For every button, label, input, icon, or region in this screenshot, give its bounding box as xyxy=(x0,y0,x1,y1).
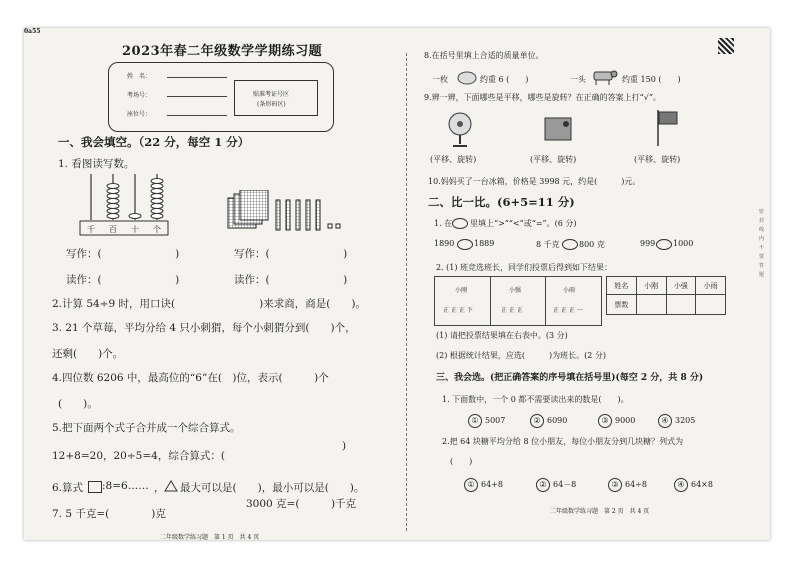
question-5-paren: ) xyxy=(342,440,347,452)
vote-count-cell-1[interactable] xyxy=(636,295,666,315)
question-8b-suffix: 约重 150 ( ) xyxy=(622,75,681,84)
s3q2-option-d[interactable]: ④ 64×8 xyxy=(674,478,713,492)
question-3-line1: 3. 21 个草莓，平均分给 4 只小刺猬，每个小刺猬分到( )个， xyxy=(52,322,356,334)
section-2-heading: 二、比一比。(6+5=11 分) xyxy=(428,195,575,209)
pencil-sharpener-icon xyxy=(542,112,576,146)
page-title: 2023年春二年级数学学期练习题 xyxy=(122,44,323,59)
s3q2-option-b[interactable]: ② 64－8 xyxy=(536,478,576,492)
seat-label: 座位号： xyxy=(127,111,152,118)
abacus-label-ones: 个 xyxy=(153,225,161,234)
write-answer-1: 写作：( ) xyxy=(66,248,180,260)
question-6-expression: :8=6…… xyxy=(102,480,149,492)
s3q1-option-c[interactable]: ③ 9000 xyxy=(598,414,635,428)
s3q1-option-b[interactable]: ② 6090 xyxy=(530,414,567,428)
question-2: 2.计算 54÷9 时，用口诀( )来求商，商是( )。 xyxy=(52,298,366,310)
fan-icon xyxy=(446,110,476,150)
s3q2-option-a[interactable]: ① 64+8 xyxy=(464,478,503,492)
name-label: 姓 名： xyxy=(127,73,152,80)
abacus-label-thousands: 千 xyxy=(87,225,95,234)
vote-count-cell-2[interactable] xyxy=(666,295,696,315)
question-4-line1: 4.四位数 6206 中，最高位的“6”在( )位，表示( )个 xyxy=(52,372,329,384)
read-answer-1: 读作：( ) xyxy=(66,274,180,286)
abacus-label-hundreds: 百 xyxy=(109,225,117,234)
coin-icon xyxy=(456,70,478,86)
write-answer-2: 写作：( ) xyxy=(234,248,348,260)
question-10: 10.妈妈买了一台冰箱，价格是 3998 元，约是( )元。 xyxy=(428,177,641,186)
q9-option-fan: (平移、旋转) xyxy=(430,155,477,164)
vote-result-table: 姓名 小刚 小强 小雨 票数 xyxy=(606,276,726,315)
compare-circle-icon xyxy=(452,218,468,229)
place-value-blocks-figure xyxy=(224,190,384,238)
s2-question-1: 里填上“>”“<”或“=”。(6 分) xyxy=(470,219,577,228)
seal-line-note: 密 封 线 内 不 要 答 题 xyxy=(759,209,765,278)
vote-tally-box: 小刚 小强 小雨 正 正 正 下 正 正 正 正 正 正 一 xyxy=(434,276,602,326)
question-1: 1. 看图读写数。 xyxy=(58,158,135,170)
question-5: 5.把下面两个式子合并成一个综合算式。 xyxy=(52,422,241,434)
question-8a-suffix: 约重 6 ( ) xyxy=(480,75,529,84)
exam-sheet: 0a55 2023年春二年级数学学期练习题 姓 名： 考场号： 座位号： 贴准考证号区 (条形码区) 一、我会填空。（22 分，每空 1 分） 1. 看图读写数。 千 百 十 个 写作：( ) 写作：( ) 读作：( ) 读作：( ) 2.计算 54÷9 时，用口诀( )来求商，商是( )。 3. 21 个草莓，平均分给 4 只小刺猬，每个小刺猬分到( )个， 还剩( )个。 4.四位数 6206 中，最高位的“6”在( )位，表示( )个 ( )。 5.把下面两个式子合并成一个综合算式。 ) 12+8=20，20÷5=4，综合算式：( 6.算式 :8=6…… ， 最大可以是( )，最小可以是( )。 7. 5 千克=( )克 3000 克=( )千克 二年级数学练习题 第 1 页 共 4 页 8.在括号里填上合适的质量单位。 一枚 约重 6 ( ) 一头 约重 150 ( ) 9.辨一辨，下面哪些是平移，哪些是旋转？在正确的答案上打“√”。 (平移、旋转) (平移、旋转) (平移、旋转) 10.妈妈买了一台冰箱，价格是 3998 元，约是( )元。 二、比一比。(6+5=11 分) 1. 在 里填上“>”“<”或“=”。(6 分) 1890 1889 8 千克 800 克 999 1000 2. (1) 班竞选班长，同学们投票后得到如下结果： 小刚 小强 小雨 正 正 正 下 正 正 正 正 正 正 一 姓名 小刚 小强 小雨 票数 (1) 请把投票结果填在右表中。(3 分) (2) 根据统计结果，应选( )为班长。(2 分) 三、我会选。(把正确答案的序号填在括号里)(每空 2 分，共 8 分) 1. 下面数中，一个 0 都不需要读出来的数是( )。 ① 5007 ② 6090 ③ 9000 ④ 3205 2.把 64 块糖平均分给 8 位小朋友，每位小朋友分到几块糖？列式为 ( ) ① 64+8 ② 64－8 ③ 64÷8 ④ 64×8 二年级数学练习题 第 2 页 共 4 页 密 封 线 内 不 要 答 题 xyxy=(24,28,770,540)
s2-question-2: 2. (1) 班竞选班长，同学们投票后得到如下结果： xyxy=(436,263,613,272)
question-8a-prefix: 一枚 xyxy=(432,75,448,84)
fold-line xyxy=(406,53,407,531)
question-7-a: 7. 5 千克=( )克 xyxy=(52,508,166,520)
s3q2-option-c[interactable]: ③ 64÷8 xyxy=(608,478,647,492)
barcode-area: 贴准考证号区 (条形码区) xyxy=(234,80,318,116)
compare-blank-1[interactable] xyxy=(457,239,473,250)
q9-option-sharpener: (平移、旋转) xyxy=(530,155,577,164)
question-8: 8.在括号里填上合适的质量单位。 xyxy=(424,51,544,60)
footer-page-2: 二年级数学练习题 第 2 页 共 4 页 xyxy=(550,508,650,515)
section-1-heading: 一、我会填空。（22 分，每空 1 分） xyxy=(58,135,250,149)
question-3-line2: 还剩( )个。 xyxy=(52,348,124,360)
section-3-heading: 三、我会选。(把正确答案的序号填在括号里)(每空 2 分，共 8 分) xyxy=(436,373,704,383)
question-7-b: 3000 克=( )千克 xyxy=(246,498,357,510)
s3-question-2: 2.把 64 块糖平均分给 8 位小朋友，每位小朋友分到几块糖？列式为 xyxy=(442,437,684,446)
qr-code-icon xyxy=(718,38,734,54)
read-answer-2: 读作：( ) xyxy=(234,274,348,286)
question-8b-prefix: 一头 xyxy=(570,75,586,84)
footer-page-1: 二年级数学练习题 第 1 页 共 4 页 xyxy=(160,534,260,540)
room-label: 考场号： xyxy=(127,92,152,99)
compare-blank-3[interactable] xyxy=(656,239,672,250)
s3-question-2-paren: ( ) xyxy=(450,457,473,466)
s2-question-1-prefix: 1. 在 xyxy=(434,219,453,228)
question-4-line2: ( )。 xyxy=(58,398,98,410)
s3q1-option-d[interactable]: ④ 3205 xyxy=(658,414,695,428)
blank-triangle-icon xyxy=(164,480,178,492)
corner-label: 0a55 xyxy=(24,28,41,35)
abacus-label-tens: 十 xyxy=(131,225,139,234)
blank-square-icon xyxy=(88,481,102,493)
cow-icon xyxy=(590,68,618,86)
compare-blank-2[interactable] xyxy=(562,239,578,250)
vote-count-cell-3[interactable] xyxy=(696,295,726,315)
question-6-rest: 最大可以是( )，最小可以是( )。 xyxy=(180,482,365,494)
question-9: 9.辨一辨，下面哪些是平移，哪些是旋转？在正确的答案上打“√”。 xyxy=(424,93,661,102)
s2-question-2-part-2: (2) 根据统计结果，应选( )为班长。(2 分) xyxy=(436,351,606,360)
question-6-prefix: 6.算式 xyxy=(52,482,84,494)
s3q1-option-a[interactable]: ① 5007 xyxy=(468,414,505,428)
s2-question-2-part-1: (1) 请把投票结果填在右表中。(3 分) xyxy=(436,331,568,340)
s3-question-1: 1. 下面数中，一个 0 都不需要读出来的数是( )。 xyxy=(442,395,629,404)
question-5-expression: 12+8=20，20÷5=4，综合算式：( xyxy=(52,450,225,462)
q9-option-flag: (平移、旋转) xyxy=(634,155,681,164)
flag-icon xyxy=(652,108,682,148)
